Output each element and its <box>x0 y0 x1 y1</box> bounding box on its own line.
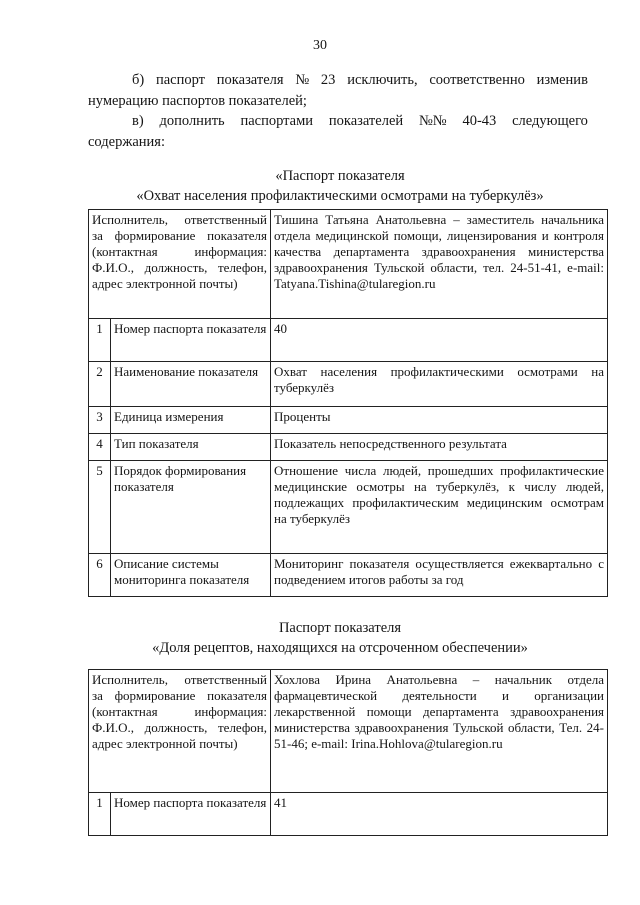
word: 40-43 <box>462 113 497 129</box>
word: паспорт <box>155 72 206 88</box>
passport41-title-line2: «Доля рецептов, находящихся на отсроченном обеспечении» <box>152 640 528 656</box>
paragraph-b <box>88 70 588 112</box>
row-number: 1 <box>89 319 111 362</box>
passport40-title-line1: «Паспорт показателя <box>275 168 405 184</box>
word: показателей <box>328 113 404 129</box>
row-number: 3 <box>89 407 111 434</box>
row-label: Номер паспорта показателя <box>111 793 271 836</box>
word: показателя <box>216 72 284 88</box>
row-value: Проценты <box>271 407 608 434</box>
executor-value: Хохлова Ирина Анатольевна – начальник отдела фармацевтической деятельности и организации лекарственной помощи департамента здравоохранения министерства здравоохранения Тульской области, Тел. 24-51-46; e-mail: Irina.Hohlova@tularegion.ru <box>271 670 608 793</box>
word: № <box>295 72 310 88</box>
word: паспортами <box>240 113 314 129</box>
passport41-heading <box>0 618 640 658</box>
table-row <box>89 319 608 362</box>
row-label: Номер паспорта показателя <box>111 319 271 362</box>
passport40-table <box>88 209 608 597</box>
page-number: 30 <box>313 38 327 53</box>
word: дополнить <box>159 113 225 129</box>
table-row <box>89 434 608 461</box>
row-number: 6 <box>89 554 111 597</box>
word: 23 <box>320 72 336 88</box>
table-row <box>89 554 608 597</box>
passport41-title-line1: Паспорт показателя <box>278 620 402 636</box>
table-row <box>89 461 608 554</box>
table-row <box>89 793 608 836</box>
row-number: 2 <box>89 362 111 407</box>
paragraph-b-line2: нумерацию паспортов показателей; <box>88 93 307 109</box>
word: в) <box>132 113 144 129</box>
paragraph-v-line1 <box>88 111 588 132</box>
paragraph-b-line1 <box>88 70 588 91</box>
row-value: Показатель непосредственного результата <box>271 434 608 461</box>
row-value: Охват населения профилактическими осмотрами на туберкулёз <box>271 362 608 407</box>
row-value: 41 <box>271 793 608 836</box>
row-label: Единица измерения <box>111 407 271 434</box>
row-value: Мониторинг показателя осуществляется ежеквартально с подведением итогов работы за год <box>271 554 608 597</box>
paragraph-v <box>88 111 588 153</box>
word: б) <box>132 72 145 88</box>
row-value: Отношение числа людей, прошедших профилактические медицинские осмотры на туберкулёз, к числу людей, подлежащих профилактическим медицинским осмотрам на туберкулёз <box>271 461 608 554</box>
row-label: Наименование показателя <box>111 362 271 407</box>
row-number: 1 <box>89 793 111 836</box>
passport41-table <box>88 669 608 836</box>
passport40-heading <box>0 166 640 206</box>
passport40-title-line2: «Охват населения профилактическими осмотрами на туберкулёз» <box>136 188 544 204</box>
row-number: 5 <box>89 461 111 554</box>
word: изменив <box>536 72 588 88</box>
row-value: 40 <box>271 319 608 362</box>
executor-row <box>89 670 608 793</box>
word: №№ <box>418 113 447 129</box>
row-label: Тип показателя <box>111 434 271 461</box>
row-label: Описание системы мониторинга показателя <box>111 554 271 597</box>
word: исключить, <box>347 72 418 88</box>
table-row <box>89 407 608 434</box>
paragraph-v-line2: содержания: <box>88 134 166 150</box>
row-label: Порядок формирования показателя <box>111 461 271 554</box>
executor-label: Исполнитель, ответственный за формирование показателя (контактная информация: Ф.И.О., должность, телефон, адрес электронной почты) <box>89 670 271 793</box>
executor-row <box>89 210 608 319</box>
table-row <box>89 362 608 407</box>
row-number: 4 <box>89 434 111 461</box>
executor-label: Исполнитель, ответственный за формирование показателя (контактная информация: Ф.И.О., должность, телефон, адрес электронной почты) <box>89 210 271 319</box>
word: соответственно <box>429 72 525 88</box>
word: следующего <box>512 113 588 129</box>
executor-value: Тишина Татьяна Анатольевна – заместитель начальника отдела медицинской помощи, лицензирования и контроля качества департамента здравоохранения министерства здравоохранения Тульской области, тел. 24-51-41, e-mail: Tatyana.Tishina@tularegion.ru <box>271 210 608 319</box>
